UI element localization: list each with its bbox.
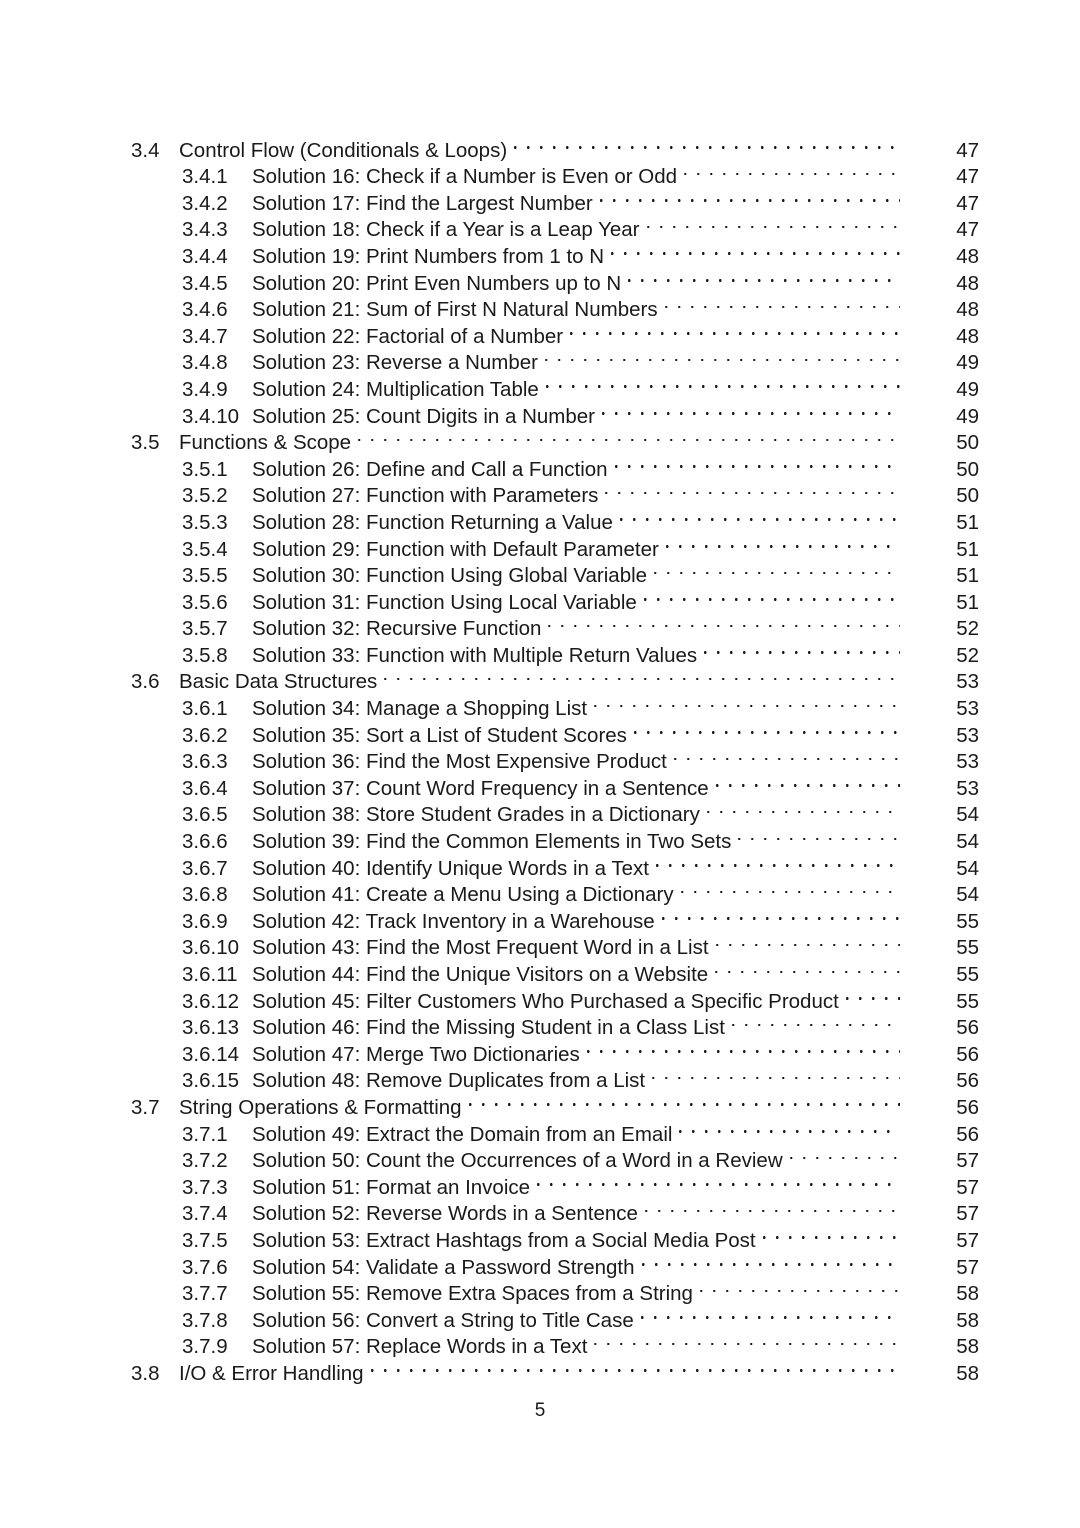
toc-dot-leader (641, 1300, 900, 1327)
toc-entry-page-number: 48 (956, 298, 979, 322)
toc-dot-leader (645, 1194, 900, 1221)
toc-entry-title: Solution 20: Print Even Numbers up to N (252, 271, 622, 295)
toc-dot-leader (716, 768, 900, 795)
toc-entry-number: 3.5.6 (182, 590, 228, 614)
toc-entry-title: Control Flow (Conditionals & Loops) (179, 138, 508, 162)
toc-dot-leader (654, 556, 900, 583)
toc-entry-number: 3.6.2 (182, 723, 228, 747)
toc-dot-leader (548, 609, 900, 636)
toc-entry-number: 3.7.4 (182, 1202, 228, 1226)
toc-entry-number: 3.6.8 (182, 883, 228, 907)
toc-entry-page-number: 57 (956, 1255, 979, 1279)
toc-entry-title: I/O & Error Handling (179, 1361, 364, 1385)
toc-dot-leader (666, 529, 900, 556)
toc-entry-number: 3.5.8 (182, 643, 228, 667)
toc-dot-leader (611, 236, 900, 263)
toc-entry-number: 3.6.11 (182, 963, 238, 986)
toc-entry-page-number: 53 (956, 723, 979, 747)
toc-entry-number: 3.5.5 (182, 564, 228, 588)
toc-entry-number: 3.5.4 (182, 537, 228, 561)
toc-dot-leader (763, 1220, 900, 1247)
toc-entry-page-number: 48 (956, 324, 979, 348)
toc-entry-page-number: 55 (956, 989, 979, 1013)
toc-dot-leader (732, 1008, 900, 1035)
toc-entry-page-number: 47 (956, 191, 979, 215)
toc-entry-number: 3.6.5 (182, 803, 228, 827)
toc-entry-title: Solution 42: Track Inventory in a Warehouse (252, 909, 655, 933)
toc-dot-leader (546, 369, 900, 396)
toc-entry-title: Solution 29: Function with Default Parameter (252, 537, 659, 561)
toc-entry-number: 3.6.15 (182, 1069, 239, 1093)
toc-entry-title: Solution 18: Check if a Year is a Leap Year (252, 218, 640, 242)
toc-dot-leader (790, 1141, 900, 1168)
toc-entry-page-number: 55 (956, 963, 979, 986)
toc-dot-leader (647, 210, 900, 237)
toc-entry-title: Solution 52: Reverse Words in a Sentence (252, 1202, 638, 1226)
toc-entry-number: 3.8 (131, 1361, 160, 1385)
toc-entry-number: 3.4.1 (182, 165, 228, 189)
toc-entry-number: 3.6.4 (182, 776, 228, 800)
toc-entry-page-number: 50 (956, 484, 979, 508)
toc-entry-page-number: 54 (956, 856, 979, 880)
toc-dot-leader (605, 476, 900, 503)
toc-entry-page-number: 51 (956, 590, 979, 614)
toc-dot-leader (674, 742, 900, 769)
toc-entry-page-number: 52 (956, 617, 979, 641)
toc-entry-title: Solution 57: Replace Words in a Text (252, 1335, 588, 1359)
toc-entry-number: 3.6.7 (182, 856, 228, 880)
toc-dot-leader (384, 662, 900, 689)
toc-dot-leader (644, 582, 900, 609)
toc-entry-number: 3.7.2 (182, 1149, 228, 1173)
toc-dot-leader (469, 1087, 900, 1114)
toc-dot-leader (570, 316, 900, 343)
toc-entry-page-number: 49 (956, 377, 979, 401)
toc-entry[interactable] (131, 130, 979, 162)
toc-entry-title: Solution 55: Remove Extra Spaces from a String (252, 1282, 693, 1306)
toc-dot-leader (684, 157, 900, 184)
toc-dot-leader (704, 635, 900, 662)
toc-entry-title: Basic Data Structures (179, 670, 378, 694)
toc-entry-page-number: 51 (956, 564, 979, 588)
toc-dot-leader (642, 1247, 900, 1274)
toc-entry-number: 3.7.9 (182, 1335, 228, 1359)
toc-entry-page-number: 55 (956, 909, 979, 933)
toc-dot-leader (537, 1167, 900, 1194)
toc-dot-leader (738, 821, 900, 848)
toc-entry-title: Solution 21: Sum of First N Natural Numbers (252, 298, 658, 322)
toc-entry-number: 3.4.9 (182, 377, 228, 401)
toc-dot-leader (620, 502, 900, 529)
toc-dot-leader (681, 875, 900, 902)
toc-entry-number: 3.6.3 (182, 750, 228, 774)
toc-entry-number: 3.7.1 (182, 1122, 228, 1146)
toc-entry-title: Solution 25: Count Digits in a Number (252, 404, 595, 428)
toc-entry-page-number: 53 (956, 697, 979, 721)
toc-dot-leader (602, 396, 900, 423)
toc-entry-page-number: 54 (956, 803, 979, 827)
toc-entry-page-number: 55 (956, 936, 979, 960)
toc-entry-title: Solution 41: Create a Menu Using a Dictionary (252, 883, 674, 907)
toc-entry-title: String Operations & Formatting (179, 1095, 462, 1119)
toc-entry-title: Solution 17: Find the Largest Number (252, 191, 593, 215)
toc-entry-page-number: 56 (956, 1095, 979, 1119)
toc-dot-leader (587, 1034, 900, 1061)
toc-entry-number: 3.7.7 (182, 1282, 228, 1306)
toc-entry-number: 3.4.2 (182, 191, 228, 215)
toc-entry-page-number: 47 (956, 165, 979, 189)
toc-entry-page-number: 49 (956, 351, 979, 375)
toc-entry-page-number: 53 (956, 776, 979, 800)
toc-entry-number: 3.7.6 (182, 1255, 228, 1279)
toc-dot-leader (656, 848, 900, 875)
toc-entry-number: 3.6 (131, 670, 160, 694)
toc-entry-page-number: 57 (956, 1202, 979, 1226)
toc-entry-title: Solution 27: Function with Parameters (252, 484, 599, 508)
toc-entry-number: 3.6.6 (182, 830, 228, 854)
toc-dot-leader (628, 263, 900, 290)
toc-entry-number: 3.7 (131, 1095, 160, 1119)
toc-entry-page-number: 50 (956, 431, 979, 455)
toc-entry-number: 3.6.13 (182, 1016, 239, 1040)
toc-dot-leader (514, 130, 900, 157)
toc-entry-number: 3.4.3 (182, 218, 228, 242)
toc-entry-page-number: 56 (956, 1016, 979, 1040)
toc-entry-page-number: 58 (956, 1361, 979, 1385)
toc-dot-leader (716, 928, 900, 955)
toc-dot-leader (594, 688, 900, 715)
toc-entry-page-number: 50 (956, 457, 979, 481)
toc-entry-number: 3.4.6 (182, 298, 228, 322)
toc-entry-title: Solution 40: Identify Unique Words in a Text (252, 856, 649, 880)
table-of-contents (131, 130, 979, 1385)
toc-entry-title: Solution 32: Recursive Function (252, 617, 542, 641)
toc-entry-title: Solution 22: Factorial of a Number (252, 324, 564, 348)
toc-entry-number: 3.4.7 (182, 324, 228, 348)
toc-entry-title: Solution 51: Format an Invoice (252, 1175, 531, 1199)
toc-entry-title: Solution 26: Define and Call a Function (252, 457, 608, 481)
toc-entry-page-number: 54 (956, 830, 979, 854)
footer-page-number: 5 (534, 1400, 546, 1421)
toc-entry-page-number: 48 (956, 244, 979, 268)
toc-dot-leader (371, 1353, 900, 1380)
toc-entry-page-number: 49 (956, 404, 979, 428)
toc-entry-page-number: 51 (956, 537, 979, 561)
toc-dot-leader (634, 715, 900, 742)
toc-dot-leader (679, 1114, 900, 1141)
toc-entry-number: 3.7.5 (182, 1228, 228, 1252)
toc-dot-leader (615, 449, 900, 476)
toc-entry-number: 3.6.10 (182, 936, 239, 960)
toc-dot-leader (700, 1274, 900, 1301)
toc-entry-number: 3.4 (131, 138, 160, 162)
toc-entry-page-number: 58 (956, 1282, 979, 1306)
toc-entry-number: 3.5.1 (182, 457, 228, 481)
toc-entry-title: Solution 50: Count the Occurrences of a Word in a Review (252, 1149, 783, 1173)
toc-entry-title: Solution 47: Merge Two Dictionaries (252, 1042, 580, 1066)
toc-entry-title: Solution 45: Filter Customers Who Purchased a Specific Product (252, 989, 839, 1013)
toc-entry-page-number: 47 (956, 218, 979, 242)
toc-dot-leader (652, 1061, 900, 1088)
toc-dot-leader (707, 795, 900, 822)
toc-dot-leader (600, 183, 900, 210)
toc-entry-number: 3.4.5 (182, 271, 228, 295)
toc-entry-number: 3.6.14 (182, 1042, 239, 1066)
toc-entry-number: 3.6.1 (182, 697, 228, 721)
toc-dot-leader (358, 423, 900, 450)
toc-entry-title: Solution 16: Check if a Number is Even or Odd (252, 165, 678, 189)
toc-entry-page-number: 51 (956, 510, 979, 534)
toc-dot-leader (594, 1327, 900, 1354)
toc-entry-number: 3.4.4 (182, 244, 228, 268)
toc-entry-title: Solution 19: Print Numbers from 1 to N (252, 244, 605, 268)
toc-entry-page-number: 57 (956, 1175, 979, 1199)
toc-entry-page-number: 58 (956, 1335, 979, 1359)
toc-entry-page-number: 57 (956, 1149, 979, 1173)
toc-entry-title: Solution 23: Reverse a Number (252, 351, 539, 375)
toc-entry-page-number: 52 (956, 643, 979, 667)
toc-entry-page-number: 56 (956, 1122, 979, 1146)
toc-entry-title: Solution 44: Find the Unique Visitors on a Website (252, 963, 709, 986)
toc-entry-number: 3.4.10 (182, 404, 239, 428)
toc-dot-leader (665, 290, 900, 317)
toc-entry-number: 3.5.3 (182, 510, 228, 534)
toc-entry-title: Solution 36: Find the Most Expensive Product (252, 750, 667, 774)
toc-entry-number: 3.5.7 (182, 617, 228, 641)
toc-entry-page-number: 58 (956, 1308, 979, 1332)
toc-entry-title: Solution 30: Function Using Global Variable (252, 564, 648, 588)
toc-entry-page-number: 53 (956, 670, 979, 694)
toc-entry-title: Solution 56: Convert a String to Title Case (252, 1308, 634, 1332)
toc-dot-leader (715, 954, 900, 981)
toc-entry-title: Solution 43: Find the Most Frequent Word in a List (252, 936, 709, 960)
toc-entry-number: 3.5.2 (182, 484, 228, 508)
toc-dot-leader (846, 981, 900, 1008)
toc-entry-title: Solution 53: Extract Hashtags from a Social Media Post (252, 1228, 756, 1252)
toc-entry-number: 3.7.8 (182, 1308, 228, 1332)
toc-entry-page-number: 48 (956, 271, 979, 295)
toc-entry-title: Solution 54: Validate a Password Strength (252, 1255, 635, 1279)
toc-entry-number: 3.5 (131, 431, 160, 455)
toc-entry-title: Solution 46: Find the Missing Student in a Class List (252, 1016, 725, 1040)
toc-entry-title: Solution 49: Extract the Domain from an Email (252, 1122, 673, 1146)
toc-entry-title: Solution 33: Function with Multiple Return Values (252, 643, 698, 667)
toc-entry-page-number: 56 (956, 1042, 979, 1066)
toc-entry-number: 3.6.12 (182, 989, 239, 1013)
toc-entry-page-number: 53 (956, 750, 979, 774)
toc-entry-title: Solution 39: Find the Common Elements in Two Sets (252, 830, 732, 854)
toc-entry-number: 3.7.3 (182, 1175, 228, 1199)
toc-entry-title: Solution 38: Store Student Grades in a Dictionary (252, 803, 700, 827)
toc-entry-title: Solution 31: Function Using Local Variable (252, 590, 637, 614)
toc-entry-title: Solution 37: Count Word Frequency in a Sentence (252, 776, 709, 800)
toc-entry-title: Solution 28: Function Returning a Value (252, 510, 613, 534)
toc-entry-title: Solution 24: Multiplication Table (252, 377, 539, 401)
toc-entry-title: Solution 35: Sort a List of Student Scores (252, 723, 627, 747)
toc-entry-page-number: 57 (956, 1228, 979, 1252)
toc-entry-page-number: 54 (956, 883, 979, 907)
toc-entry-number: 3.4.8 (182, 351, 228, 375)
toc-entry-number: 3.6.9 (182, 909, 228, 933)
toc-dot-leader (662, 901, 900, 928)
toc-entry-title: Solution 48: Remove Duplicates from a List (252, 1069, 646, 1093)
toc-dot-leader (545, 343, 900, 370)
toc-entry-title: Solution 34: Manage a Shopping List (252, 697, 588, 721)
toc-entry-title: Functions & Scope (179, 431, 352, 455)
toc-entry-page-number: 47 (956, 138, 979, 162)
toc-entry-page-number: 56 (956, 1069, 979, 1093)
